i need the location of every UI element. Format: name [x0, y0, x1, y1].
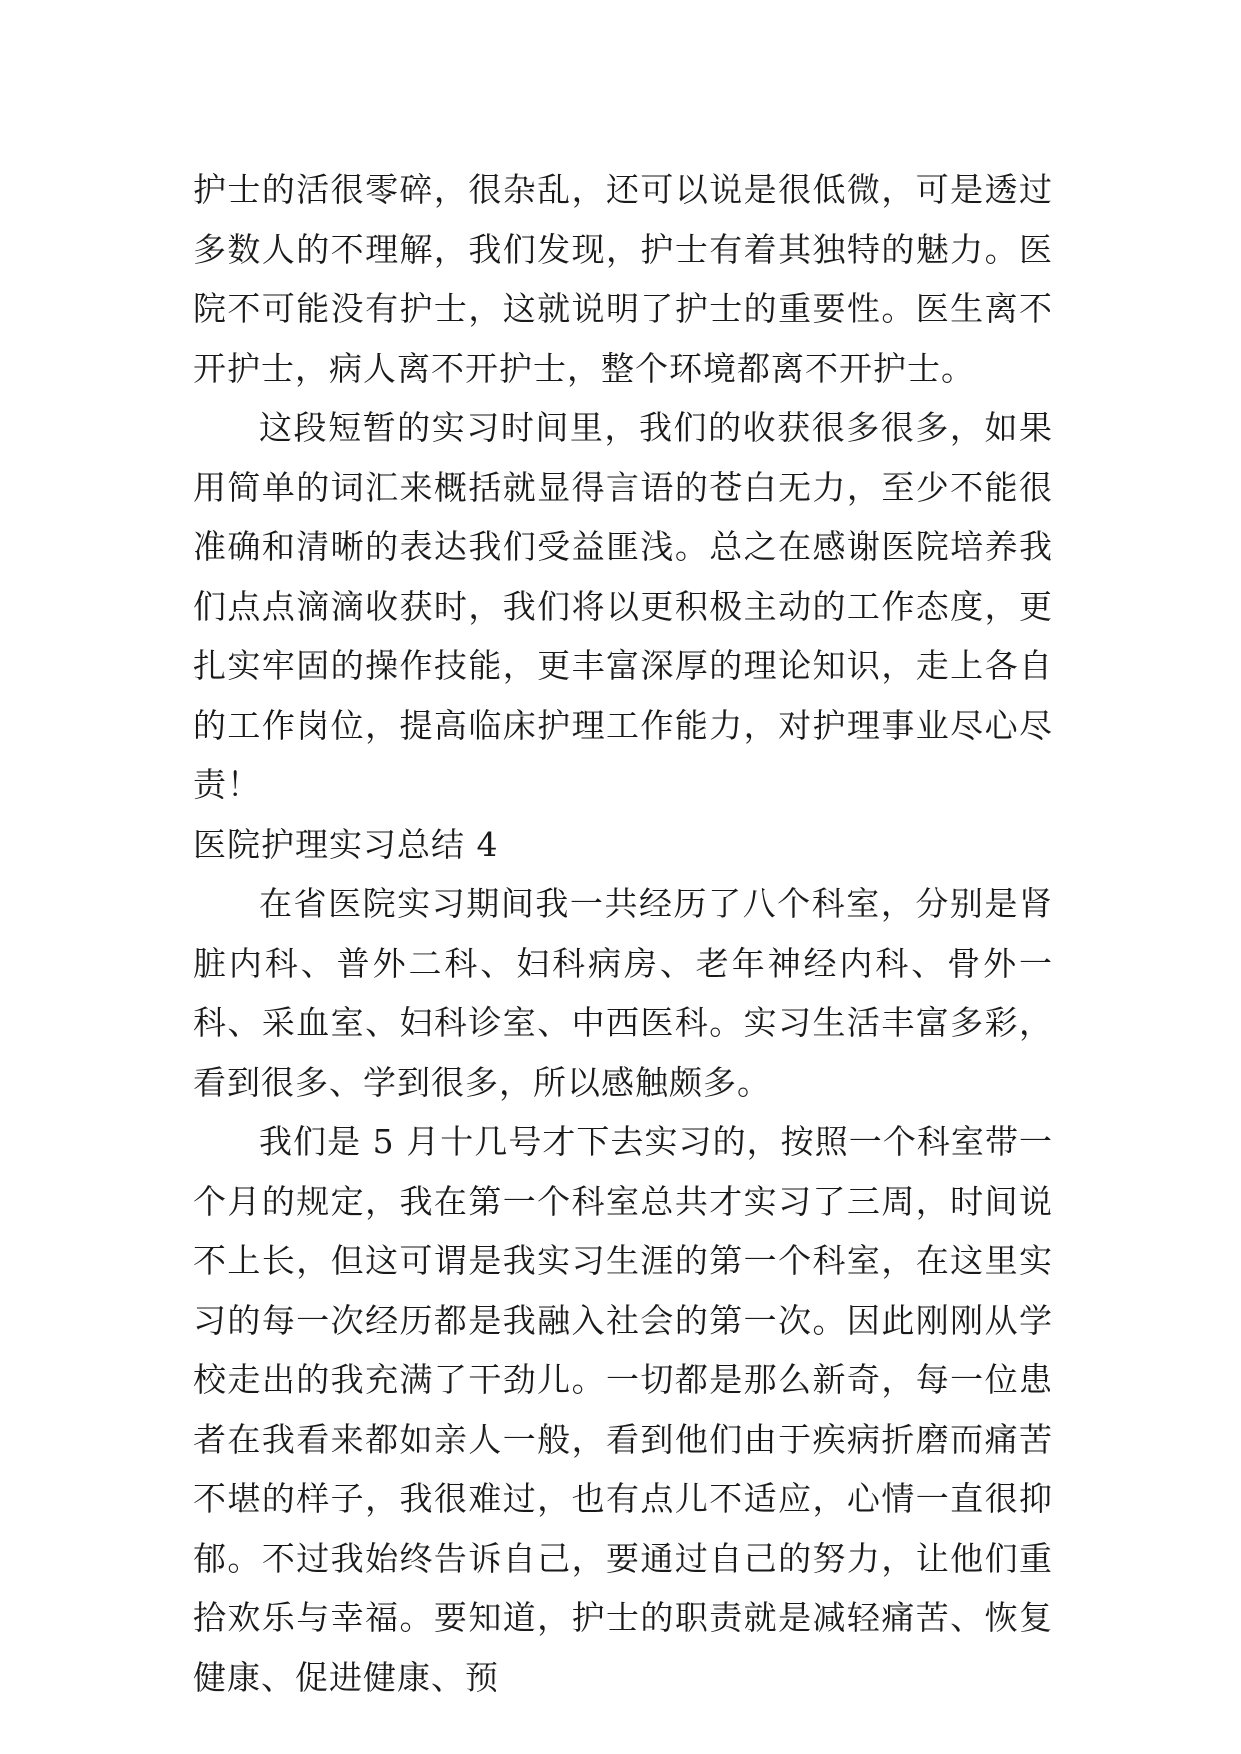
paragraph-departments: 在省医院实习期间我一共经历了八个科室，分别是肾脏内科、普外二科、妇科病房、老年神经内科、骨外一科、采血室、妇科诊室、中西医科。实习生活丰富多彩，看到很多、学到很多，所以感触颇多。: [193, 884, 1053, 1102]
paragraph-first-department: 我们是 5 月十几号才下去实习的，按照一个科室带一个月的规定，我在第一个科室总共才实习了三周，时间说不上长，但这可谓是我实习生涯的第一个科室，在这里实习的每一次经历都是我融入社会的第一次。因此刚刚从学校走出的我充满了干劲儿。一切都是那么新奇，每一位患者在我看来都如亲人一般，看到他们由于疾病折磨而痛苦不堪的样子，我很难过，也有点儿不适应，心情一直很抑郁。不过我始终告诉自己，要通过自己的努力，让他们重拾欢乐与幸福。要知道，护士的职责就是减轻痛苦、恢复健康、促进健康、预: [193, 1122, 1053, 1697]
paragraph-internship-gains: 这段短暂的实习时间里，我们的收获很多很多，如果用简单的词汇来概括就显得言语的苍白无力，至少不能很准确和清晰的表达我们受益匪浅。总之在感谢医院培养我们点点滴滴收获时，我们将以更积极主动的工作态度，更扎实牢固的操作技能，更丰富深厚的理论知识，走上各自的工作岗位，提高临床护理工作能力，对护理事业尽心尽责！: [193, 408, 1053, 804]
section-heading: 医院护理实习总结 4: [193, 824, 499, 864]
paragraph-nurse-work: 护士的活很零碎，很杂乱，还可以说是很低微，可是透过多数人的不理解，我们发现，护士有着其独特的魅力。医院不可能没有护士，这就说明了护士的重要性。医生离不开护士，病人离不开护士，整个环境都离不开护士。: [193, 170, 1053, 388]
document-body: [193, 160, 1053, 1707]
